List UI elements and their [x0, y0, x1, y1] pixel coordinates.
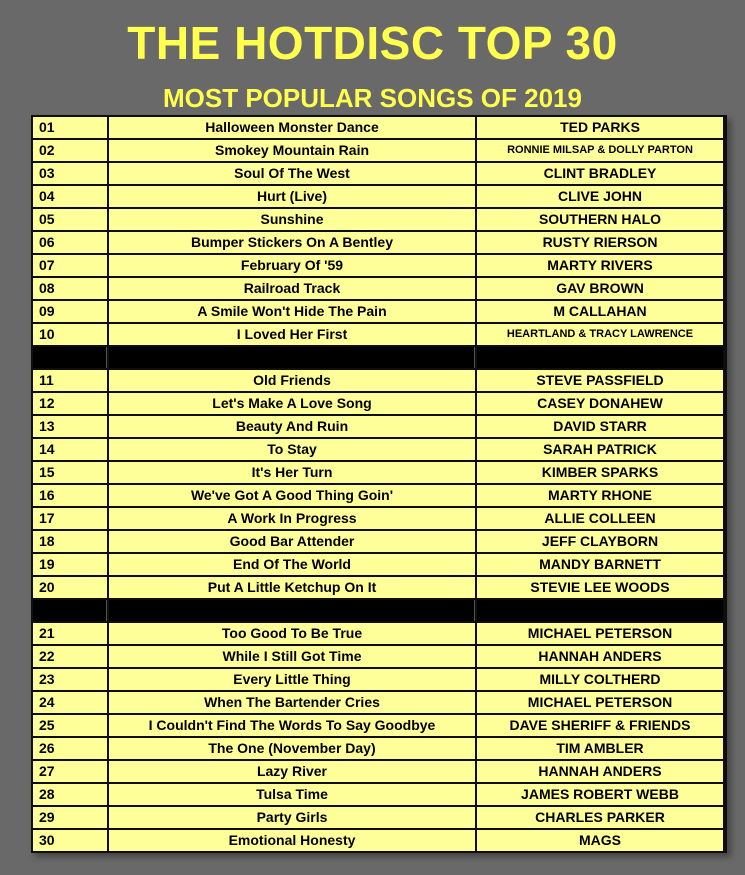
divider-cell	[109, 600, 475, 621]
chart-row	[33, 761, 725, 782]
song-title-cell: Railroad Track	[109, 278, 475, 299]
chart-row	[33, 715, 725, 736]
song-title-cell: Old Friends	[109, 370, 475, 391]
song-title-cell: Hurt (Live)	[109, 186, 475, 207]
rank-cell: 18	[33, 531, 107, 552]
song-title-cell: We've Got A Good Thing Goin'	[109, 485, 475, 506]
chart-row	[33, 692, 725, 713]
artist-cell: TIM AMBLER	[477, 738, 723, 759]
song-title-cell: Too Good To Be True	[109, 623, 475, 644]
chart-row	[33, 370, 725, 391]
chart-row	[33, 485, 725, 506]
artist-cell: JEFF CLAYBORN	[477, 531, 723, 552]
artist-cell: MANDY BARNETT	[477, 554, 723, 575]
song-title-cell: While I Still Got Time	[109, 646, 475, 667]
artist-cell: STEVE PASSFIELD	[477, 370, 723, 391]
rank-cell: 16	[33, 485, 107, 506]
song-title-cell: Good Bar Attender	[109, 531, 475, 552]
divider-cell	[109, 347, 475, 368]
chart-row	[33, 140, 725, 161]
artist-cell: STEVIE LEE WOODS	[477, 577, 723, 598]
chart-row	[33, 623, 725, 644]
song-title-cell: I Couldn't Find The Words To Say Goodbye	[109, 715, 475, 736]
rank-cell: 28	[33, 784, 107, 805]
chart-row	[33, 807, 725, 828]
chart-row	[33, 830, 725, 851]
artist-cell: JAMES ROBERT WEBB	[477, 784, 723, 805]
chart-table	[31, 115, 727, 853]
song-title-cell: Smokey Mountain Rain	[109, 140, 475, 161]
rank-cell: 22	[33, 646, 107, 667]
artist-cell: MICHAEL PETERSON	[477, 623, 723, 644]
rank-cell: 08	[33, 278, 107, 299]
rank-cell: 14	[33, 439, 107, 460]
artist-cell: RUSTY RIERSON	[477, 232, 723, 253]
song-title-cell: I Loved Her First	[109, 324, 475, 345]
chart-row	[33, 117, 725, 138]
rank-cell: 24	[33, 692, 107, 713]
chart-row	[33, 163, 725, 184]
song-title-cell: End Of The World	[109, 554, 475, 575]
song-title-cell: Put A Little Ketchup On It	[109, 577, 475, 598]
rank-cell: 15	[33, 462, 107, 483]
artist-cell: M CALLAHAN	[477, 301, 723, 322]
chart-row	[33, 646, 725, 667]
rank-cell: 13	[33, 416, 107, 437]
chart-row	[33, 508, 725, 529]
song-title-cell: February Of '59	[109, 255, 475, 276]
song-title-cell: Beauty And Ruin	[109, 416, 475, 437]
rank-cell: 23	[33, 669, 107, 690]
artist-cell: SOUTHERN HALO	[477, 209, 723, 230]
song-title-cell: Halloween Monster Dance	[109, 117, 475, 138]
rank-cell: 25	[33, 715, 107, 736]
page-title: THE HOTDISC TOP 30	[127, 17, 618, 69]
chart-row	[33, 577, 725, 598]
song-title-cell: It's Her Turn	[109, 462, 475, 483]
artist-cell: MILLY COLTHERD	[477, 669, 723, 690]
song-title-cell: Bumper Stickers On A Bentley	[109, 232, 475, 253]
song-title-cell: Sunshine	[109, 209, 475, 230]
song-title-cell: The One (November Day)	[109, 738, 475, 759]
song-title-cell: Every Little Thing	[109, 669, 475, 690]
section-divider	[33, 347, 725, 368]
artist-cell: DAVID STARR	[477, 416, 723, 437]
rank-cell: 09	[33, 301, 107, 322]
chart-row	[33, 416, 725, 437]
chart-row	[33, 393, 725, 414]
rank-cell: 06	[33, 232, 107, 253]
artist-cell: RONNIE MILSAP & DOLLY PARTON	[477, 140, 723, 161]
chart-row	[33, 232, 725, 253]
chart-row	[33, 669, 725, 690]
artist-cell: HANNAH ANDERS	[477, 646, 723, 667]
song-title-cell: Soul Of The West	[109, 163, 475, 184]
artist-cell: MARTY RIVERS	[477, 255, 723, 276]
song-title-cell: To Stay	[109, 439, 475, 460]
song-title-cell: Emotional Honesty	[109, 830, 475, 851]
chart-row	[33, 255, 725, 276]
artist-cell: CLINT BRADLEY	[477, 163, 723, 184]
artist-cell: MARTY RHONE	[477, 485, 723, 506]
song-title-cell: When The Bartender Cries	[109, 692, 475, 713]
chart-row	[33, 324, 725, 345]
artist-cell: KIMBER SPARKS	[477, 462, 723, 483]
chart-row	[33, 301, 725, 322]
divider-cell	[477, 600, 723, 621]
song-title-cell: A Smile Won't Hide The Pain	[109, 301, 475, 322]
chart-row	[33, 278, 725, 299]
artist-cell: GAV BROWN	[477, 278, 723, 299]
rank-cell: 30	[33, 830, 107, 851]
artist-cell: DAVE SHERIFF & FRIENDS	[477, 715, 723, 736]
divider-cell	[33, 347, 107, 368]
rank-cell: 21	[33, 623, 107, 644]
artist-cell: HEARTLAND & TRACY LAWRENCE	[477, 324, 723, 345]
artist-cell: HANNAH ANDERS	[477, 761, 723, 782]
chart-row	[33, 531, 725, 552]
artist-cell: ALLIE COLLEEN	[477, 508, 723, 529]
song-title-cell: Party Girls	[109, 807, 475, 828]
artist-cell: MAGS	[477, 830, 723, 851]
rank-cell: 03	[33, 163, 107, 184]
rank-cell: 26	[33, 738, 107, 759]
divider-cell	[477, 347, 723, 368]
chart-row	[33, 554, 725, 575]
song-title-cell: A Work In Progress	[109, 508, 475, 529]
rank-cell: 05	[33, 209, 107, 230]
artist-cell: CASEY DONAHEW	[477, 393, 723, 414]
rank-cell: 01	[33, 117, 107, 138]
song-title-cell: Lazy River	[109, 761, 475, 782]
song-title-cell: Tulsa Time	[109, 784, 475, 805]
artist-cell: CHARLES PARKER	[477, 807, 723, 828]
rank-cell: 12	[33, 393, 107, 414]
rank-cell: 17	[33, 508, 107, 529]
artist-cell: CLIVE JOHN	[477, 186, 723, 207]
section-divider	[33, 600, 725, 621]
rank-cell: 19	[33, 554, 107, 575]
chart-row	[33, 462, 725, 483]
artist-cell: TED PARKS	[477, 117, 723, 138]
song-title-cell: Let's Make A Love Song	[109, 393, 475, 414]
chart-row	[33, 186, 725, 207]
chart-row	[33, 784, 725, 805]
chart-row	[33, 209, 725, 230]
chart-row	[33, 738, 725, 759]
rank-cell: 27	[33, 761, 107, 782]
rank-cell: 10	[33, 324, 107, 345]
rank-cell: 11	[33, 370, 107, 391]
chart-row	[33, 439, 725, 460]
artist-cell: MICHAEL PETERSON	[477, 692, 723, 713]
rank-cell: 04	[33, 186, 107, 207]
artist-cell: SARAH PATRICK	[477, 439, 723, 460]
rank-cell: 20	[33, 577, 107, 598]
page-subtitle: MOST POPULAR SONGS OF 2019	[163, 83, 582, 113]
rank-cell: 07	[33, 255, 107, 276]
rank-cell: 29	[33, 807, 107, 828]
rank-cell: 02	[33, 140, 107, 161]
divider-cell	[33, 600, 107, 621]
